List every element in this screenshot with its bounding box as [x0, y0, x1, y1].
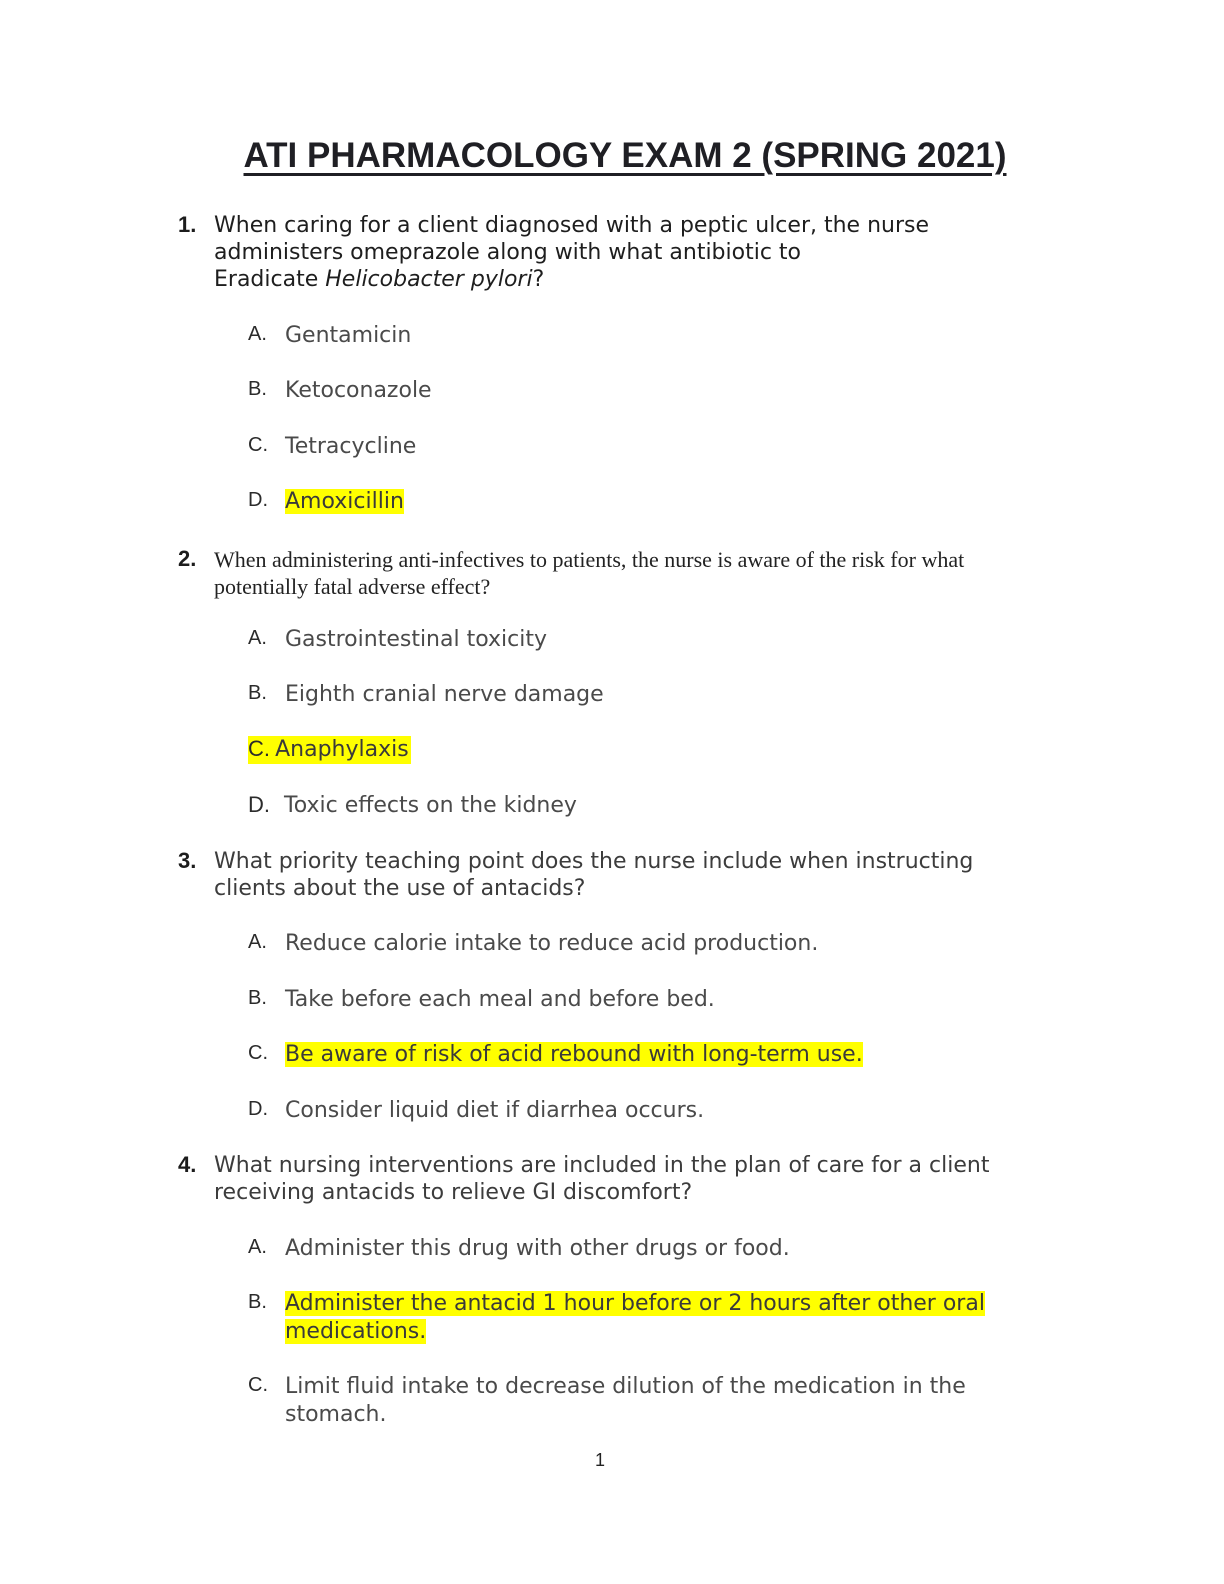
- question-2: [178, 546, 1058, 600]
- question-text: When administering anti-infectives to patients, the nurse is aware of the risk for what potentially fatal adverse effect?: [214, 547, 965, 599]
- option-1a[interactable]: A. Gentamicin: [248, 323, 412, 348]
- option-4a[interactable]: A. Administer this drug with other drugs or food.: [248, 1236, 790, 1261]
- question-text: What nursing interventions are included in the plan of care for a client receiving antacids to relieve GI discomfort?: [214, 1153, 990, 1205]
- option-1c[interactable]: C. Tetracycline: [248, 434, 417, 459]
- question-3: [178, 848, 1058, 902]
- option-4c[interactable]: C. Limit fluid intake to decrease dilution of the medication in the stomach.: [248, 1374, 966, 1427]
- question-number: 4.: [178, 1152, 197, 1177]
- option-3c-correct[interactable]: C. Be aware of risk of acid rebound with long-term use.: [248, 1042, 863, 1067]
- question-text: When caring for a client diagnosed with a peptic ulcer, the nurse administers omeprazole along with what antibiotic to Eradicate Helicobacter pylori?: [214, 213, 929, 292]
- page-number: 1: [594, 1450, 605, 1470]
- option-2a[interactable]: A. Gastrointestinal toxicity: [248, 627, 547, 652]
- question-text: What priority teaching point does the nurse include when instructing clients about the use of antacids?: [214, 849, 974, 901]
- option-2c-correct[interactable]: [248, 736, 1058, 764]
- highlighted-answer: medications.: [285, 1319, 427, 1344]
- question-number: 3.: [178, 848, 197, 873]
- option-1d-correct[interactable]: D. Amoxicillin: [248, 489, 404, 514]
- option-4b-correct[interactable]: B. Administer the antacid 1 hour before or 2 hours after other oral medications.: [248, 1291, 985, 1344]
- option-2d[interactable]: D. Toxic effects on the kidney: [248, 792, 577, 818]
- page-title: ATI PHARMACOLOGY EXAM 2 (SPRING 2021): [243, 136, 1007, 175]
- option-2b[interactable]: B. Eighth cranial nerve damage: [248, 682, 604, 707]
- highlighted-answer: Administer the antacid 1 hour before or 2 hours after other oral: [285, 1291, 985, 1316]
- highlighted-answer: Be aware of risk of acid rebound with long-term use.: [285, 1042, 863, 1067]
- option-3d[interactable]: D. Consider liquid diet if diarrhea occurs.: [248, 1098, 705, 1123]
- option-1b[interactable]: B. Ketoconazole: [248, 378, 432, 403]
- question-number: 1.: [178, 212, 197, 237]
- question-1: [178, 212, 1058, 293]
- question-4: [178, 1152, 1058, 1206]
- question-number: 2.: [178, 546, 197, 571]
- highlighted-answer: Amoxicillin: [285, 489, 404, 514]
- option-3b[interactable]: B. Take before each meal and before bed.: [248, 987, 715, 1012]
- highlighted-answer: C. Anaphylaxis: [248, 736, 409, 762]
- option-3a[interactable]: A. Reduce calorie intake to reduce acid production.: [248, 931, 819, 956]
